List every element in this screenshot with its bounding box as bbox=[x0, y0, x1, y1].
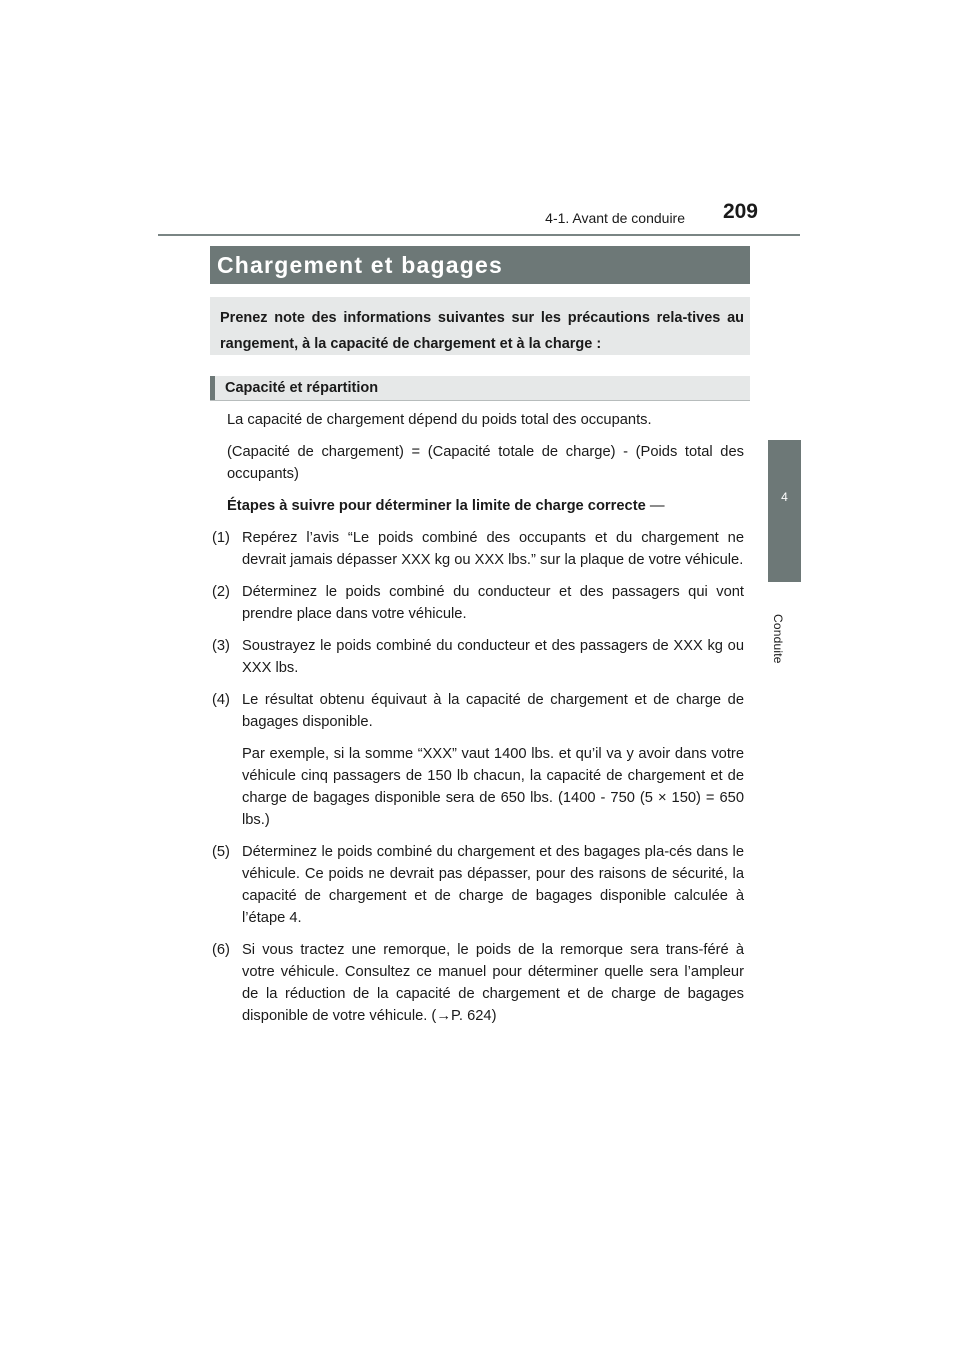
step-text: Déterminez le poids combiné du conducteur et des passagers qui vont prendre place dans votre véhicule. bbox=[242, 584, 744, 622]
step-2 bbox=[212, 581, 744, 625]
step-text: Si vous tractez une remorque, le poids de la remorque sera trans-féré à votre véhicule. Consultez ce manuel pour déterminer quelle sera l’ampleur de la réduction de la capacité de chargement et de charge de bagages disponible de votre véhicule. (→P. 624) bbox=[242, 942, 744, 1024]
chapter-number: 4 bbox=[781, 490, 788, 504]
step-4 bbox=[212, 689, 744, 733]
step-6 bbox=[212, 939, 744, 1027]
subheading-bar bbox=[210, 376, 750, 401]
step-number: (1) bbox=[212, 530, 230, 546]
step-3 bbox=[212, 635, 744, 679]
paragraph-capacity: La capacité de chargement dépend du poids total des occupants. bbox=[227, 412, 652, 428]
steps-heading-dash: — bbox=[649, 498, 665, 514]
page-number: 209 bbox=[722, 200, 758, 223]
paragraph-formula: (Capacité de chargement) = (Capacité totale de charge) - (Poids total des occupants) bbox=[227, 444, 744, 482]
step-text: Le résultat obtenu équivaut à la capacité de chargement et de charge de bagages disponible. bbox=[242, 692, 744, 730]
section-label: 4-1. Avant de conduire bbox=[545, 210, 685, 226]
chapter-label: Conduite bbox=[771, 614, 785, 664]
intro-box bbox=[210, 297, 750, 355]
title-bar bbox=[210, 246, 750, 284]
step-1 bbox=[212, 527, 744, 571]
chapter-tab bbox=[768, 440, 801, 582]
step-text: Soustrayez le poids combiné du conducteur et des passagers de XXX kg ou XXX lbs. bbox=[242, 638, 744, 676]
step-number: (5) bbox=[212, 844, 230, 860]
subheading: Capacité et répartition bbox=[225, 380, 379, 396]
body-text bbox=[212, 409, 744, 1037]
steps-heading bbox=[227, 495, 744, 517]
step-5 bbox=[212, 841, 744, 929]
step-number: (2) bbox=[212, 584, 230, 600]
step-text: Déterminez le poids combiné du chargement et des bagages pla-cés dans le véhicule. Ce poids ne devrait pas dépasser, pour des raisons de sécurité, la capacité de chargement et de charge de bagages disponible calculée à l’étape 4. bbox=[242, 844, 744, 926]
steps-heading-text: Étapes à suivre pour déterminer la limite de charge correcte bbox=[227, 498, 646, 514]
page-header bbox=[158, 200, 800, 236]
step-text: Repérez l’avis “Le poids combiné des occupants et du chargement ne devrait jamais dépasser XXX kg ou XXX lbs.” sur la plaque de votre véhicule. bbox=[242, 530, 744, 568]
step-number: (3) bbox=[212, 638, 230, 654]
page-title: Chargement et bagages bbox=[217, 252, 503, 278]
step-number: (4) bbox=[212, 692, 230, 708]
intro-text: Prenez note des informations suivantes sur les précautions rela-tives au rangement, à la capacité de chargement et à la charge : bbox=[220, 310, 744, 352]
step-number: (6) bbox=[212, 942, 230, 958]
step-4-example: Par exemple, si la somme “XXX” vaut 1400 lbs. et qu’il va y avoir dans votre véhicule cinq passagers de 150 lb chacun, la capacité de chargement et de charge de bagages disponible sera de 650 lbs. (1400 - 750 (5 × 150) = 650 lbs.) bbox=[242, 746, 744, 828]
